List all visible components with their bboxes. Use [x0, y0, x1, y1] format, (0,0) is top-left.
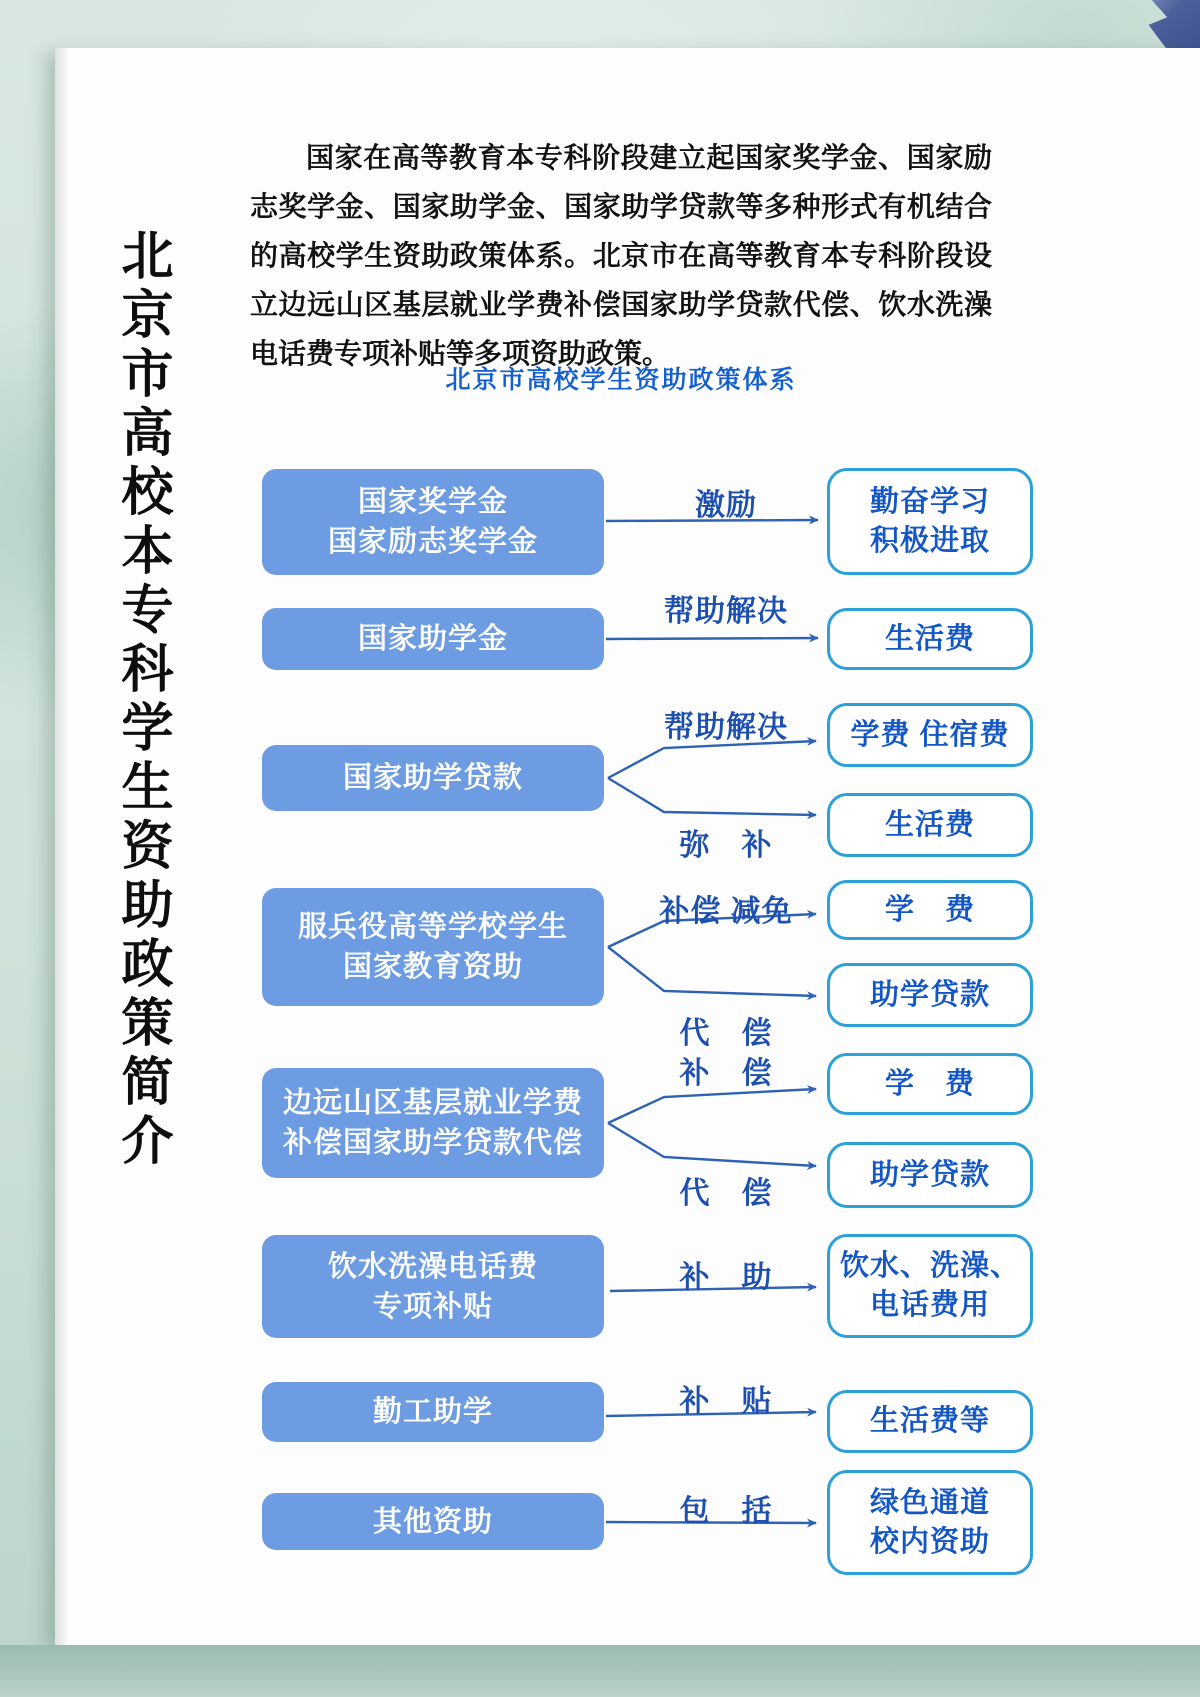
source-box-utility-subsidy [262, 1235, 604, 1338]
link-label-repay: 代 偿 [679, 1017, 773, 1050]
source-box-line: 国家励志奖学金 [327, 526, 538, 558]
target-box-tuition-accommodation [827, 703, 1033, 767]
source-box-line: 专项补贴 [372, 1290, 493, 1323]
target-box-line: 饮水、洗澡、 [839, 1250, 1020, 1282]
source-box-line: 饮水洗澡电话费 [327, 1250, 538, 1283]
source-box-other-aid [262, 1493, 604, 1550]
source-box-line: 补偿国家助学贷款代偿 [282, 1127, 583, 1159]
source-box-military-service-aid [262, 888, 604, 1006]
target-box-living-expenses [827, 608, 1033, 670]
target-box-living-expenses [827, 793, 1033, 857]
link-label-repay: 代 偿 [679, 1177, 773, 1210]
target-box-tuition [827, 1053, 1033, 1115]
page-crease [55, 48, 69, 1645]
target-box-line: 学费 住宿费 [850, 718, 1010, 751]
source-box-line: 服兵役高等学校学生 [297, 911, 568, 943]
link-label-subsidize: 补 助 [679, 1261, 773, 1294]
link-label-incentive: 激励 [695, 489, 757, 522]
target-box-line: 电话费用 [869, 1289, 990, 1321]
target-box-diligent-study [827, 468, 1033, 575]
target-box-green-channel [827, 1470, 1033, 1575]
source-box-line: 国家奖学金 [357, 486, 508, 518]
page-title-vertical: 北京市高校本专科学生资助政策简介 [113, 228, 170, 1172]
target-box-line: 校内资助 [869, 1525, 990, 1558]
target-box-line: 助学贷款 [869, 1158, 990, 1191]
target-box-student-loan [827, 1142, 1033, 1208]
target-box-line: 积极进取 [869, 524, 990, 557]
target-box-line: 绿色通道 [869, 1486, 990, 1519]
link-label-help-solve: 帮助解决 [664, 595, 788, 628]
desk-surface-band [0, 1645, 1200, 1697]
link-label-make-up: 弥 补 [679, 829, 773, 862]
source-box-line: 边远山区基层就业学费 [282, 1087, 583, 1119]
source-box-remote-area-compensation [262, 1068, 604, 1178]
source-box-line: 其他资助 [372, 1505, 493, 1538]
target-box-line: 学 费 [884, 893, 975, 926]
diagram-title: 北京市高校学生资助政策体系 [445, 366, 797, 394]
link-label-compensate: 补 偿 [679, 1057, 773, 1090]
intro-paragraph: 国家在高等教育本专科阶段建立起国家奖学金、国家励志奖学金、国家助学金、国家助学贷款等多种形式有机结合的高校学生资助政策体系。北京市在高等教育本专科阶段设立边远山区基层就业学费补偿国家助学贷款代偿、饮水洗澡电话费专项补贴等多项资助政策。 [250, 143, 992, 370]
target-box-line: 生活费 [884, 622, 975, 655]
target-box-line: 助学贷款 [869, 978, 990, 1011]
link-label-allowance: 补 贴 [679, 1385, 773, 1418]
target-box-tuition [827, 880, 1033, 940]
source-box-line: 国家教育资助 [342, 951, 523, 983]
corner-photo-fragment [1122, 0, 1200, 54]
link-label-includes: 包 括 [679, 1495, 773, 1528]
target-box-line: 学 费 [884, 1067, 975, 1100]
source-box-line: 国家助学贷款 [342, 762, 523, 794]
source-box-line: 勤工助学 [372, 1396, 493, 1428]
source-box-work-study [262, 1382, 604, 1442]
target-box-line: 勤奋学习 [869, 485, 990, 518]
link-label-help-solve: 帮助解决 [664, 711, 788, 744]
target-box-line: 生活费等 [869, 1405, 990, 1437]
source-box-national-scholarship [262, 469, 604, 575]
source-box-line: 国家助学金 [357, 623, 508, 655]
source-box-national-grant [262, 608, 604, 670]
target-box-student-loan [827, 963, 1033, 1027]
target-box-living-expenses-etc [827, 1390, 1033, 1453]
target-box-line: 生活费 [884, 808, 975, 841]
link-label-compensate-reduce: 补偿 减免 [659, 895, 793, 928]
source-box-student-loan [262, 745, 604, 811]
target-box-utility-fees [827, 1234, 1033, 1338]
